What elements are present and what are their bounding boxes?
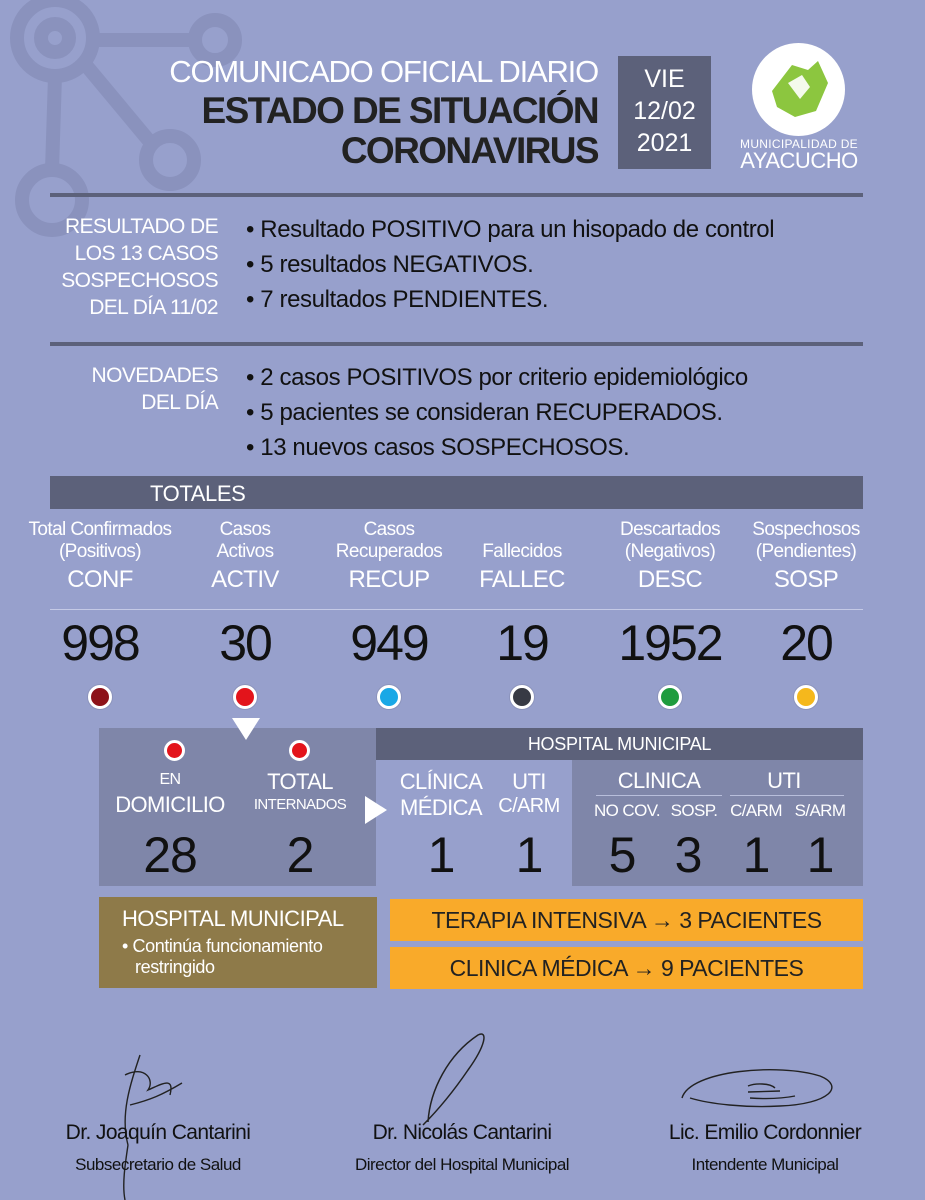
resultado-label: [61, 213, 218, 321]
clinica-sosp-value: 3: [674, 827, 702, 883]
novedades-list: [246, 360, 748, 465]
divider: [50, 342, 863, 346]
column-value: 998: [61, 615, 139, 671]
resultado-label-line: SOSPECHOSOS: [61, 269, 218, 292]
clinica-medica-banner: CLINICA MÉDICA → 9 PACIENTES: [390, 947, 863, 989]
divider: [50, 193, 863, 197]
resultado-list: [246, 212, 774, 317]
status-dot: [794, 685, 818, 709]
column-code: ACTIV: [211, 566, 279, 593]
hospital-status-text: [122, 936, 322, 978]
column-label: Casos: [363, 519, 415, 540]
header-title-line1: COMUNICADO OFICIAL DIARIO: [169, 54, 598, 89]
clinica-nocov-label: NO COV.: [593, 801, 661, 820]
column-label: Casos: [219, 519, 271, 540]
signature-emilio-icon: [670, 1058, 850, 1118]
internados-label-line2: INTERNADOS: [253, 796, 347, 813]
column-value: 19: [496, 615, 548, 671]
uti-carm2-label: C/ARM: [730, 801, 782, 820]
column-label: [437, 519, 607, 541]
arrow-down-icon: [232, 718, 260, 740]
arrow-right-icon: [365, 796, 387, 824]
domicilio-label-line1: EN: [159, 771, 181, 788]
sospechosos-column: [721, 519, 891, 709]
terapia-intensiva-banner: TERAPIA INTENSIVA → 3 PACIENTES: [390, 899, 863, 941]
signature-role: Intendente Municipal: [691, 1155, 839, 1174]
column-code: DESC: [637, 566, 703, 593]
date-day: VIE: [644, 65, 685, 93]
hospital-header: HOSPITAL MUNICIPAL: [376, 728, 863, 760]
header-title-line2: ESTADO DE SITUACIÓN: [201, 90, 598, 131]
list-item: • 2 casos POSITIVOS por criterio epidemiológico: [246, 364, 748, 391]
status-dot: [88, 685, 112, 709]
column-label: Total Confirmados: [28, 519, 172, 540]
uti-sarm-value: 1: [806, 827, 834, 883]
column-sublabel: (Pendientes): [755, 541, 857, 562]
column-code: SOSP: [773, 566, 839, 593]
resultado-label-line: DEL DÍA 11/02: [89, 296, 218, 319]
clinica-medica-label-line2: MÉDICA: [400, 795, 482, 820]
column-sublabel: Activos: [216, 541, 274, 562]
column-sublabel: Recuperados: [335, 541, 443, 562]
column-code: FALLEC: [479, 566, 565, 593]
list-item: • 5 pacientes se consideran RECUPERADOS.: [246, 399, 723, 426]
internados-label-line1: TOTAL: [267, 769, 333, 794]
clinica-group-label: CLINICA: [617, 768, 701, 793]
uti-carm2-value: 1: [742, 827, 770, 883]
date-year: 2021: [636, 129, 693, 157]
column-value: 949: [350, 615, 428, 671]
signature-nicolas-icon: [408, 1030, 508, 1130]
domicilio-label-line2: DOMICILIO: [115, 792, 225, 817]
uti-carm-value: 1: [515, 827, 543, 883]
logo-city-text: AYACUCHO: [740, 148, 858, 173]
column-value: 30: [219, 615, 271, 671]
column-sublabel: (Negativos): [624, 541, 716, 562]
hospital-status-title: HOSPITAL MUNICIPAL: [122, 906, 344, 931]
header-title-line3: CORONAVIRUS: [340, 130, 598, 171]
column-value: 1952: [618, 615, 722, 671]
fallecidos-column: [437, 519, 607, 709]
clinica-medica-label-line1: CLÍNICA: [399, 769, 483, 794]
uti-carm-label-line2: C/ARM: [498, 795, 560, 817]
list-item: • 13 nuevos casos SOSPECHOSOS.: [246, 434, 630, 461]
signature-name: Dr. Joaquín Cantarini: [65, 1121, 251, 1144]
active-dot: [289, 740, 310, 761]
column-code: RECUP: [348, 566, 430, 593]
logo-municipality-text: MUNICIPALIDAD DE: [740, 137, 858, 151]
column-sublabel: (Positivos): [58, 541, 142, 562]
column-label: Sospechosos: [752, 519, 860, 540]
signature-name: Lic. Emilio Cordonnier: [668, 1121, 862, 1144]
column-value: 20: [780, 615, 832, 671]
clinica-sosp-label: SOSP.: [670, 801, 718, 820]
divider: [730, 795, 844, 796]
ayacucho-map-icon: [752, 43, 845, 136]
municipality-logo: [752, 43, 845, 136]
signature-role: Subsecretario de Salud: [75, 1155, 241, 1174]
signature-role: Director del Hospital Municipal: [354, 1155, 570, 1174]
status-dot: [377, 685, 401, 709]
resultado-label-line: RESULTADO DE: [64, 215, 218, 238]
internados-value: 2: [286, 827, 314, 883]
status-dot: [233, 685, 257, 709]
status-dot: [510, 685, 534, 709]
clinica-medica-value: 1: [427, 827, 455, 883]
column-code: CONF: [67, 566, 133, 593]
hospital-status-line: • Continúa funcionamiento: [122, 936, 323, 956]
list-item: • 5 resultados NEGATIVOS.: [246, 251, 534, 278]
date-box: [618, 56, 711, 169]
novedades-label-line: NOVEDADES: [91, 364, 218, 387]
list-item: • Resultado POSITIVO para un hisopado de control: [246, 216, 775, 243]
list-item: • 7 resultados PENDIENTES.: [246, 286, 549, 313]
uti-group-label: UTI: [767, 768, 801, 793]
divider: [596, 795, 722, 796]
status-dot: [658, 685, 682, 709]
divider: [50, 609, 863, 610]
uti-sarm-label: S/ARM: [794, 801, 846, 820]
uti-carm-label-line1: UTI: [512, 769, 546, 794]
active-dot: [164, 740, 185, 761]
column-label: Descartados: [619, 519, 721, 540]
domicilio-value: 28: [143, 827, 197, 883]
novedades-label: [92, 362, 218, 416]
signature-name: Dr. Nicolás Cantarini: [372, 1121, 552, 1144]
date-day-month: 12/02: [633, 97, 696, 125]
hospital-status-line: restringido: [135, 957, 215, 977]
column-sublabel: Fallecidos: [482, 541, 562, 562]
resultado-label-line: LOS 13 CASOS: [74, 242, 218, 265]
clinica-nocov-value: 5: [608, 827, 636, 883]
novedades-label-line: DEL DÍA: [141, 391, 218, 414]
totals-title: TOTALES: [150, 481, 246, 506]
